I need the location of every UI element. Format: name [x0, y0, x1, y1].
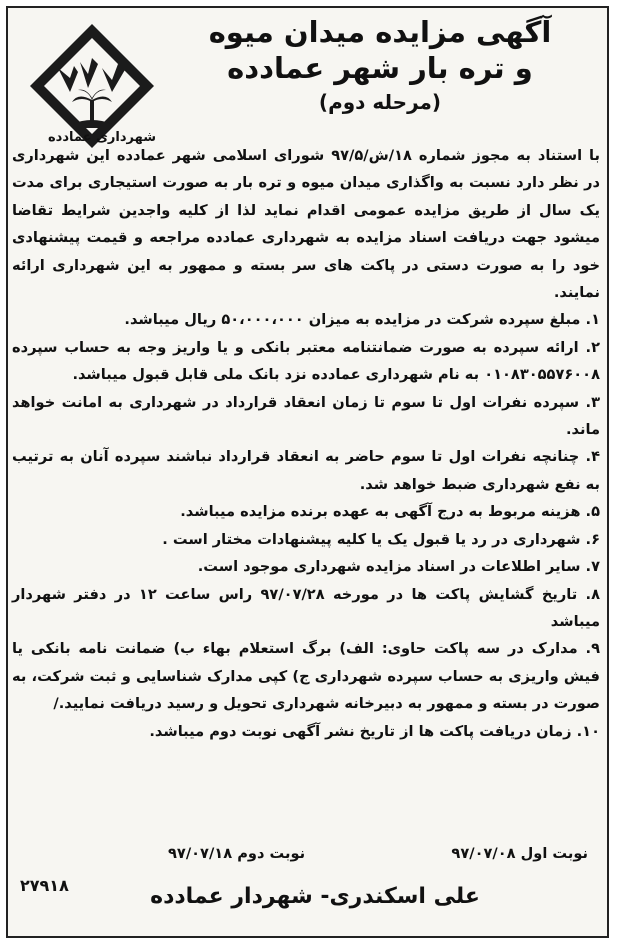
announcement-body: [12, 142, 600, 745]
page-subtitle: (مرحله دوم): [318, 90, 442, 114]
condition-item-1: ۱. مبلغ سپرده شرکت در مزایده به میزان ۵۰،۰۰۰،۰۰۰ ریال میباشد.: [124, 311, 600, 329]
signature: علی اسکندری- شهردار عمادده: [150, 884, 480, 909]
condition-item-6: ۶. شهرداری در رد یا قبول یک یا کلیه پیشنهادات مختار است .: [162, 530, 600, 548]
title-block: [170, 14, 590, 116]
reference-number: ۲۷۹۱۸: [20, 876, 69, 895]
condition-item-5: ۵. هزینه مربوط به درج آگهی به عهده برنده مزایده میباشد.: [180, 503, 600, 521]
page-title-line2: و تره بار شهر عمادده: [227, 51, 533, 85]
first-publication-date: نوبت اول ۹۷/۰۷/۰۸: [451, 845, 588, 862]
condition-item-8: ۸. تاریخ گشایش پاکت ها در مورخه ۹۷/۰۷/۲۸ راس ساعت ۱۲ در دفتر شهردار میباشد: [12, 585, 600, 630]
logo-caption: شهرداری عمادده: [48, 130, 156, 145]
condition-item-2: ۲. ارائه سپرده به صورت ضمانتنامه معتبر بانکی و یا واریز وجه به حساب سپرده ۰۱۰۸۳۰۵۵۷۶۰۰۸ به نام شهرداری عمادده نزد بانک ملی قابل قبول میباشد.: [12, 338, 600, 384]
condition-item-4: ۴. چنانچه نفرات اول تا سوم حاضر به انعقاد قرارداد نباشند سپرده آنان به ترتیب به نفع شهرداری ضبط خواهد شد.: [12, 448, 600, 493]
condition-item-10: ۱۰. زمان دریافت پاکت ها از تاریخ نشر آگهی نوبت دوم میباشد.: [149, 722, 600, 740]
intro-paragraph: با استناد به مجوز شماره ۱۸/ش/۹۷/۵ شورای اسلامی شهر عمادده این شهرداری در نظر دارد نسبت به واگذاری میدان میوه و تره بار به صورت استیجاری برای مدت یک سال از طریق مزایده عمومی اقدام نماید لذا از کلیه واجدین شرایط تقاضا میشود جهت دریافت اسناد مزایده به شهرداری عمادده مراجعه و قیمت پیشنهادی خود را به صورت دستی در پاکت های سر بسته و ممهور به این شهرداری ارائه نمایند.: [12, 147, 601, 302]
condition-item-7: ۷. سایر اطلاعات در اسناد مزایده شهرداری موجود است.: [197, 558, 600, 576]
second-publication-date: نوبت دوم ۹۷/۰۷/۱۸: [168, 845, 306, 862]
condition-item-9: ۹. مدارک در سه پاکت حاوی: الف) برگ استعلام بهاء ب) ضمانت نامه بانکی یا فیش واریزی به حساب سپرده شهرداری ج) کپی مدارک شناسایی و ثبت شرکت، به صورت در بسته و ممهور به دبیرخانه شهرداری تحویل و رسید دریافت نمایید./: [12, 640, 600, 713]
condition-item-3: ۳. سپرده نفرات اول تا سوم تا زمان انعقاد قرارداد در شهرداری به امانت خواهد ماند.: [12, 393, 600, 439]
page-title: آگهی مزایده میدان میوه: [208, 15, 552, 49]
publication-dates: [18, 845, 590, 871]
